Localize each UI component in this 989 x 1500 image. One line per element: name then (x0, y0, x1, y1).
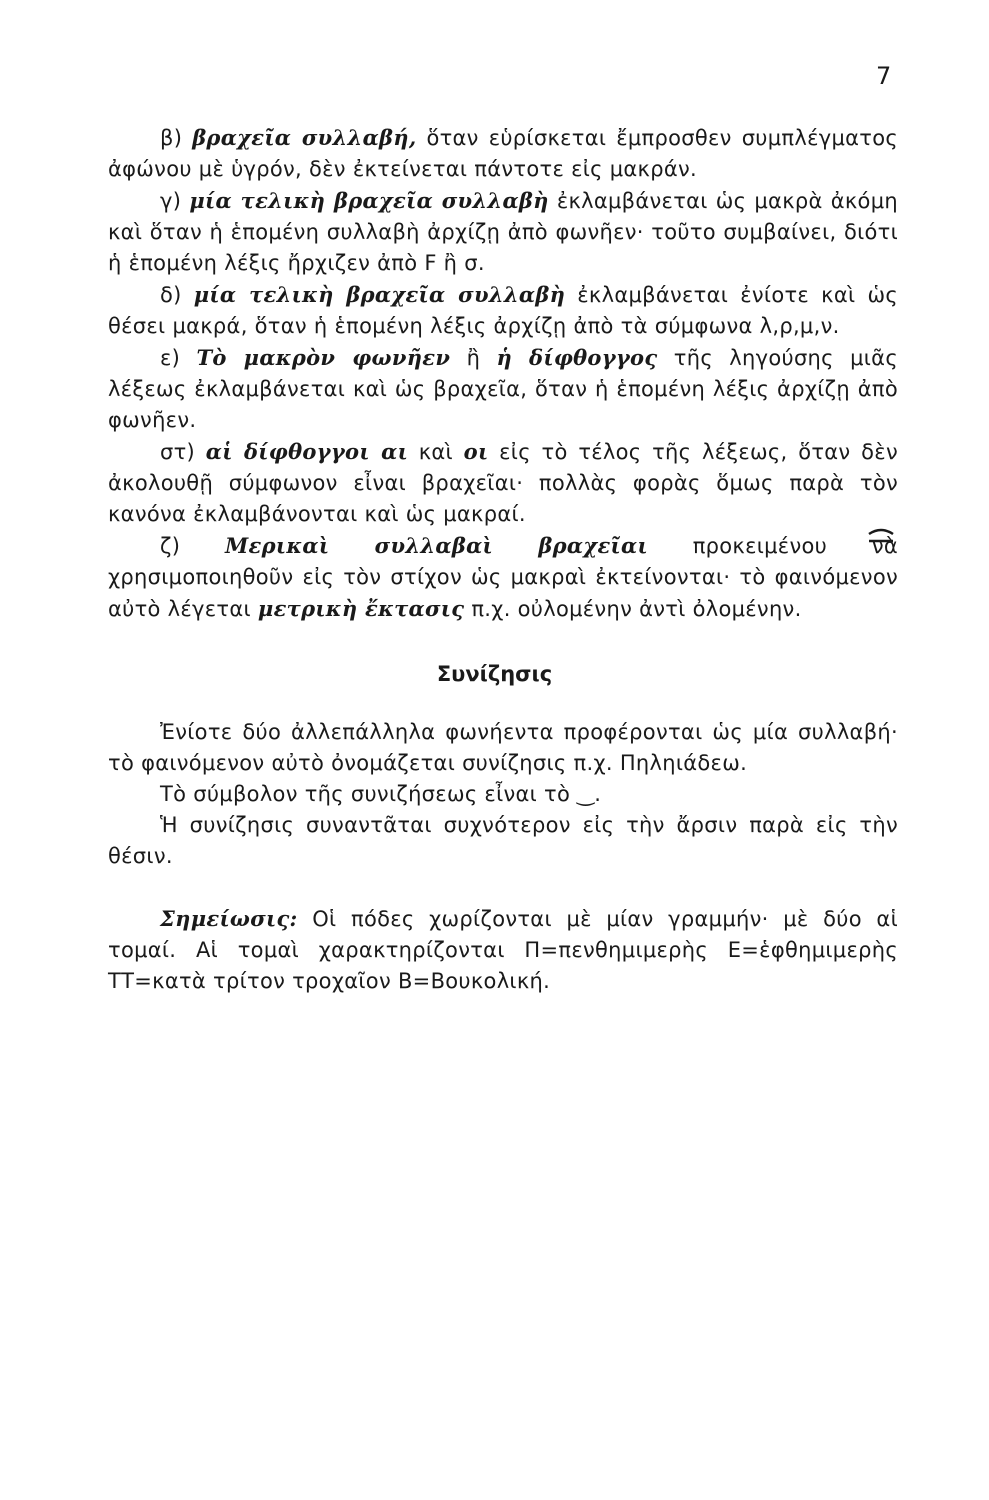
rule-st-text: εἰς τὸ τέλος τῆς λέξεως, ὅταν δὲν ἀκολουθῇ σύμφωνον εἶναι βραχεῖαι· πολλὰς φορὰς ὅμως παρὰ τὸν κανόνα ἐκλαμβάνονται καὶ ὡς μακραί. (108, 440, 898, 526)
spacer (108, 872, 898, 903)
rule-c (108, 185, 898, 279)
rule-c-label: γ) (160, 189, 182, 213)
rule-d (108, 279, 898, 342)
rule-z-term-1: Μερικαὶ συλλαβαὶ βραχεῖαι (224, 533, 648, 558)
rule-b-label: β) (160, 126, 183, 150)
rule-b-text: ὅταν εὑρίσκεται ἔμπροσθεν συμπλέγματος ἀφώνου μὲ ὑγρόν, δὲν ἐκτείνεται πάντοτε εἰς μακράν. (108, 126, 898, 181)
synizesis-paragraph-3: Ἡ συνίζησις συναντᾶται συχνότερον εἰς τὴν ἄρσιν παρὰ εἰς τὴν θέσιν. (108, 813, 898, 868)
note-label: Σημείωσις: (160, 906, 298, 931)
synizesis-paragraph-2: Τὸ σύμβολον τῆς συνιζήσεως εἶναι τὸ ‿. (160, 782, 602, 806)
note-paragraph (108, 903, 898, 997)
rule-c-text: ἐκλαμβάνεται ὡς μακρὰ ἀκόμη καὶ ὅταν ἡ ἑπομένη συλλαβὴ ἀρχίζῃ ἀπὸ φωνῆεν· τοῦτο συμβαίνει, διότι ἡ ἑπομένη λέξις ἤρχιζεν ἀπὸ F ἢ σ. (108, 189, 898, 275)
long-short-sign-icon (866, 527, 896, 545)
rule-z-text-1: προκειμένου νὰ χρησιμοποιηθοῦν εἰς τὸν στίχον ὡς μακραὶ ἐκτείνονται· τὸ φαινόμενον αὐτὸ λέγεται (108, 534, 899, 621)
rule-z-label: ζ) (160, 534, 181, 558)
rule-e-term-2: ἡ δίφθογγος (496, 345, 658, 370)
rule-d-term: μία τελικὴ βραχεῖα συλλαβὴ (193, 282, 566, 307)
synizesis-paragraph-1: Ἐνίοτε δύο ἀλλεπάλληλα φωνήεντα προφέρονται ὡς μία συλλαβή· τὸ φαινόμενον αὐτὸ ὀνομάζεται συνίζησις π.χ. Πηληιάδεω. (108, 720, 898, 775)
rule-st-term-1: αἱ δίφθογγοι αι (205, 439, 409, 464)
rule-z-text-2: π.χ. οὐλομένην ἀντὶ ὀλομένην. (471, 597, 802, 621)
rule-e-text: τῆς ληγούσης μιᾶς λέξεως ἐκλαμβάνεται καὶ ὡς βραχεῖα, ὅταν ἡ ἑπομένη λέξις ἀρχίζῃ ἀπὸ φωνῆεν. (108, 346, 898, 432)
rule-st-connector: καὶ (418, 440, 453, 464)
rule-e-term-1: Τὸ μακρὸν φωνῆεν (196, 345, 451, 370)
rule-z-term-2: μετρικὴ ἔκτασις (257, 596, 465, 621)
rule-b-term: βραχεῖα συλλαβή, (192, 125, 417, 150)
synizesis-section (108, 717, 898, 997)
rule-st-term-2: οι (463, 439, 489, 464)
rule-b (108, 122, 898, 185)
page-number: 7 (876, 62, 892, 90)
rule-z (108, 530, 898, 625)
rules-section (108, 122, 898, 625)
rule-st (108, 436, 898, 530)
rule-st-label: στ) (160, 440, 196, 464)
rule-e-connector: ἢ (466, 346, 481, 370)
rule-d-text: ἐκλαμβάνεται ἐνίοτε καὶ ὡς θέσει μακρά, ὅταν ἡ ἑπομένη λέξις ἀρχίζῃ ἀπὸ τὰ σύμφωνα λ,ρ,μ,ν. (108, 283, 898, 338)
section-heading: Συνίζησις (436, 662, 553, 686)
rule-e (108, 342, 898, 436)
rule-c-term: μία τελικὴ βραχεῖα συλλαβὴ (189, 188, 549, 213)
note-text: Οἱ πόδες χωρίζονται μὲ μίαν γραμμήν· μὲ δύο αἱ τομαί. Αἱ τομαὶ χαρακτηρίζονται Π=πενθημιμερὴς Ε=ἑφθημιμερὴς ΤΤ=κατὰ τρίτον τροχαῖον Β=Βουκολική. (108, 907, 898, 993)
rule-e-label: ε) (160, 346, 181, 370)
rule-d-label: δ) (160, 283, 182, 307)
